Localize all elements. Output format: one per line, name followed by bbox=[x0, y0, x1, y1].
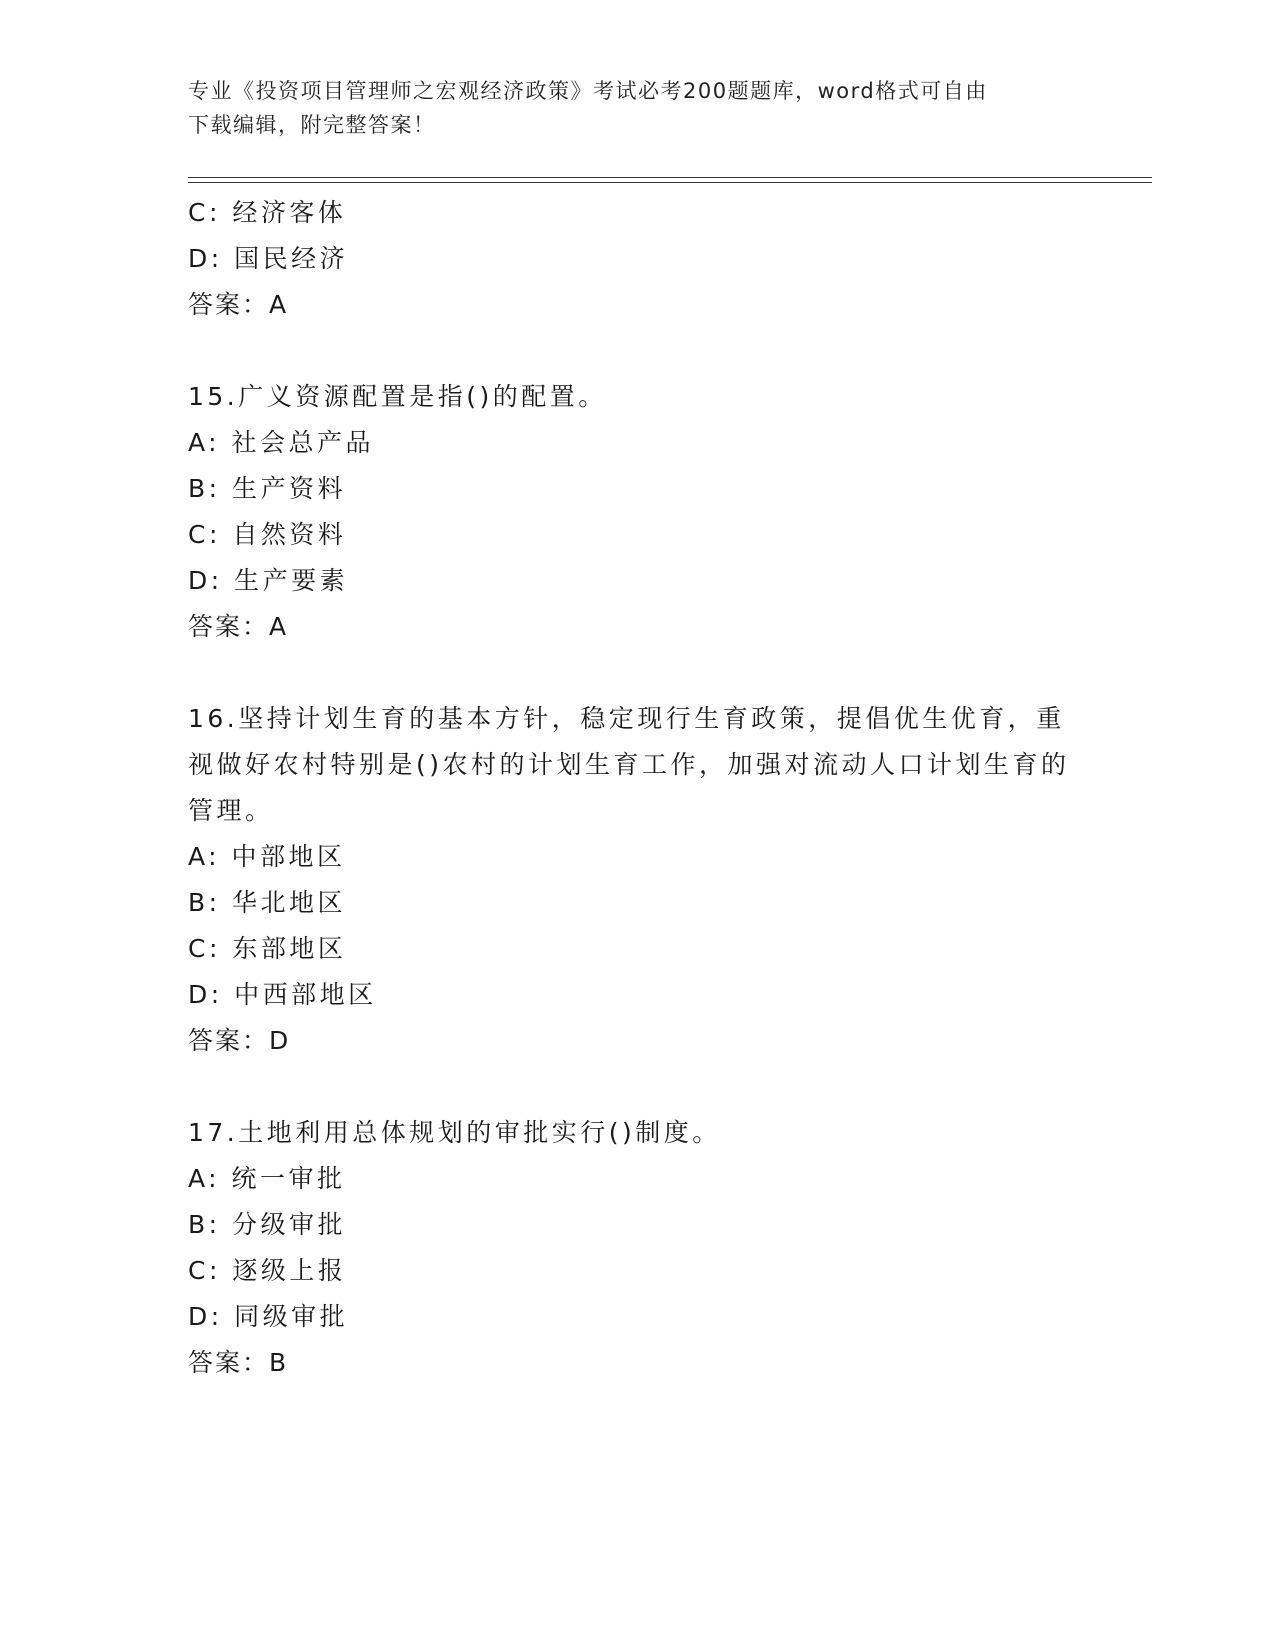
question-16 bbox=[188, 696, 1088, 1064]
option-d: D: 中西部地区 bbox=[188, 980, 377, 1009]
question-continued bbox=[188, 190, 1088, 328]
header-title-line-2: 下载编辑，附完整答案！ bbox=[188, 113, 436, 137]
answer: 答案：B bbox=[188, 1348, 289, 1377]
header-divider-bottom bbox=[188, 182, 1152, 183]
option-b: B: 生产资料 bbox=[188, 474, 347, 503]
option-a: A: 统一审批 bbox=[188, 1164, 346, 1193]
answer: 答案：A bbox=[188, 290, 289, 319]
option-d: D: 国民经济 bbox=[188, 244, 349, 273]
question-stem: 16.坚持计划生育的基本方针，稳定现行生育政策，提倡优生优育，重视做好农村特别是()农村的计划生育工作，加强对流动人口计划生育的管理。 bbox=[188, 704, 1070, 825]
answer: 答案：A bbox=[188, 612, 289, 641]
question-stem: 15.广义资源配置是指()的配置。 bbox=[188, 382, 607, 411]
option-d: D: 同级审批 bbox=[188, 1302, 349, 1331]
option-c: C: 东部地区 bbox=[188, 934, 347, 963]
header-divider-top bbox=[188, 177, 1152, 178]
option-c: C: 自然资料 bbox=[188, 520, 347, 549]
question-15 bbox=[188, 374, 1088, 650]
header-title-line-1: 专业《投资项目管理师之宏观经济政策》考试必考200题题库，word格式可自由 bbox=[188, 79, 988, 103]
question-list bbox=[188, 190, 1088, 1386]
option-b: B: 分级审批 bbox=[188, 1210, 347, 1239]
option-c: C: 经济客体 bbox=[188, 198, 347, 227]
option-b: B: 华北地区 bbox=[188, 888, 347, 917]
option-a: A: 社会总产品 bbox=[188, 428, 375, 457]
option-a: A: 中部地区 bbox=[188, 842, 346, 871]
document-header bbox=[188, 74, 1088, 142]
option-d: D: 生产要素 bbox=[188, 566, 349, 595]
option-c: C: 逐级上报 bbox=[188, 1256, 347, 1285]
answer: 答案：D bbox=[188, 1026, 291, 1055]
question-17 bbox=[188, 1110, 1088, 1386]
question-stem: 17.土地利用总体规划的审批实行()制度。 bbox=[188, 1118, 721, 1147]
